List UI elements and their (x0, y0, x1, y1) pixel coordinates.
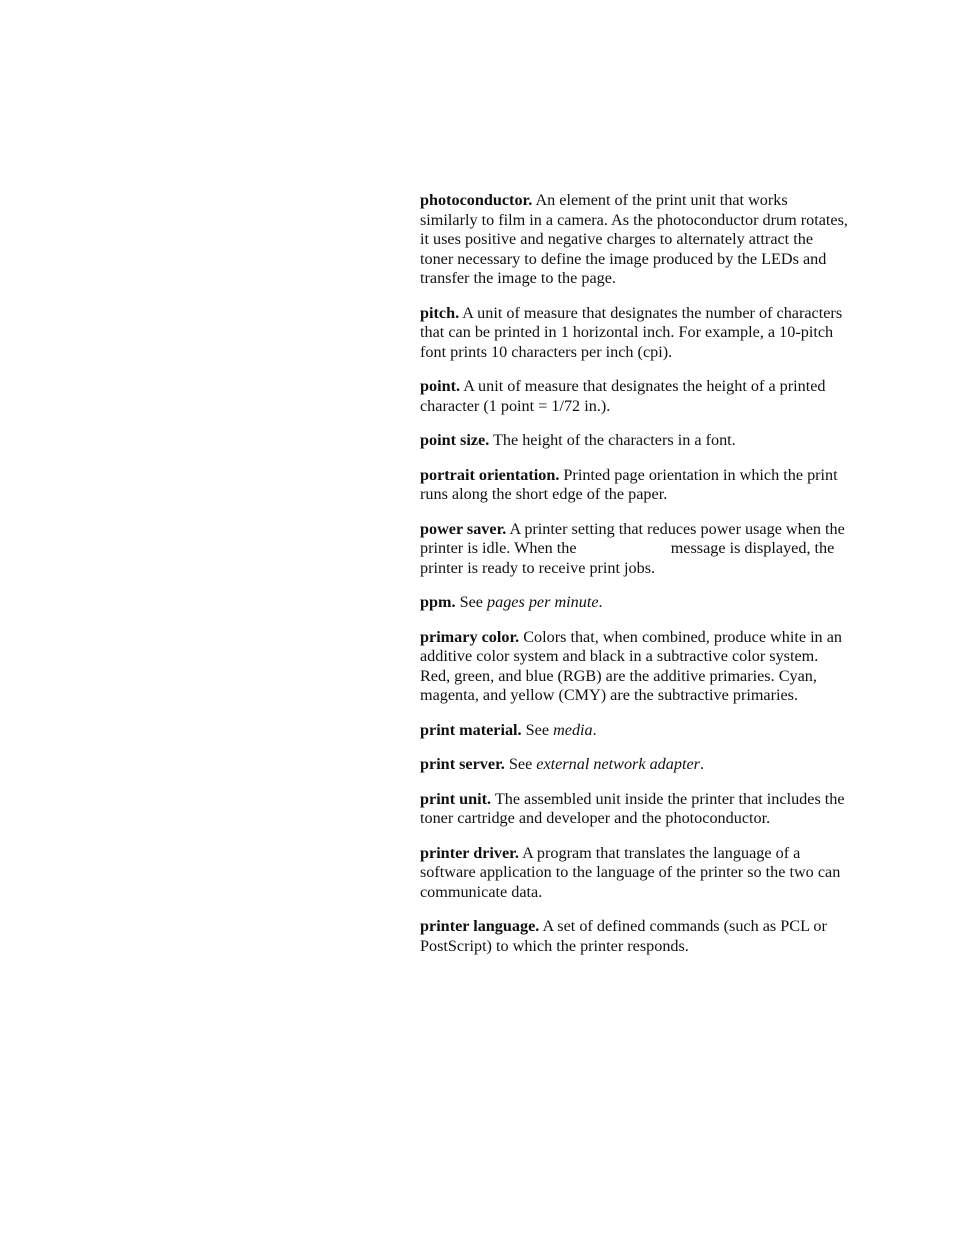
glossary-term: print unit. (420, 789, 492, 808)
cross-reference: media (553, 720, 593, 739)
glossary-definition-continued: message is displayed, the printer is ready to receive print jobs. (420, 539, 835, 577)
period: . (592, 720, 597, 739)
glossary-definition: An element of the print unit that works similarly to film in a camera. As the photoconductor drum rotates, it uses positive and negative charges to alternately attract the toner necessary to define the image produced by the LEDs and transfer the image to the page. (420, 191, 848, 287)
glossary-term: power saver. (420, 519, 507, 538)
glossary-definition: A unit of measure that designates the height of a printed character (1 point = 1/72 in.). (420, 377, 826, 415)
see-label: See (455, 593, 488, 611)
cross-reference: pages per minute (487, 593, 599, 611)
glossary-entry-primary-color (420, 628, 848, 706)
glossary-term: point size. (420, 431, 490, 449)
glossary-term: point. (420, 377, 461, 395)
see-label: See (521, 720, 554, 739)
glossary-term: printer driver. (420, 843, 519, 862)
glossary-entry-pitch (420, 304, 848, 363)
glossary-entry-printer-driver (420, 844, 848, 903)
glossary-definition: The height of the characters in a font. (489, 431, 736, 449)
glossary-term: printer language. (420, 917, 540, 935)
glossary-definition: A printer setting that reduces power usage when the printer is idle. When the (420, 519, 845, 557)
glossary-term: portrait orientation. (420, 465, 560, 484)
glossary-term: print material. (420, 720, 522, 739)
see-label: See (504, 755, 537, 773)
glossary-definition: Printed page orientation in which the print runs along the short edge of the paper. (420, 465, 838, 503)
glossary-entry-print-server (420, 755, 848, 775)
glossary-definition: A program that translates the language of a software application to the language of the printer so the two can communicate data. (420, 843, 841, 901)
glossary-entry-portrait-orientation (420, 466, 848, 505)
glossary-term: pitch. (420, 303, 460, 322)
glossary-term: photoconductor. (420, 191, 533, 209)
glossary-entry-print-unit (420, 790, 848, 829)
glossary-entry-point-size (420, 431, 848, 451)
cross-reference: external network adapter (536, 755, 700, 773)
glossary-definition: A unit of measure that designates the number of characters that can be printed in 1 horizontal inch. For example, a 10-pitch font prints 10 characters per inch (cpi). (420, 303, 843, 361)
period: . (699, 755, 704, 773)
glossary-entry-ppm (420, 593, 848, 613)
glossary-definition: A set of defined commands (such as PCL or PostScript) to which the printer responds. (420, 917, 827, 955)
glossary-entry-power-saver (420, 520, 848, 579)
glossary-entry-photoconductor (420, 191, 848, 289)
glossary-list (420, 191, 848, 971)
glossary-term: primary color. (420, 627, 520, 646)
period: . (598, 593, 603, 611)
glossary-entry-print-material (420, 721, 848, 741)
glossary-definition: The assembled unit inside the printer that includes the toner cartridge and developer and the photoconductor. (420, 789, 845, 827)
glossary-entry-point (420, 377, 848, 416)
glossary-entry-printer-language (420, 917, 848, 956)
glossary-term: print server. (420, 755, 505, 773)
glossary-term: ppm. (420, 593, 456, 611)
glossary-definition: Colors that, when combined, produce white in an additive color system and black in a subtractive color system. Red, green, and blue (RGB) are the additive primaries. Cyan, magenta, and yellow (CMY) are the subtractive primaries. (420, 627, 842, 704)
